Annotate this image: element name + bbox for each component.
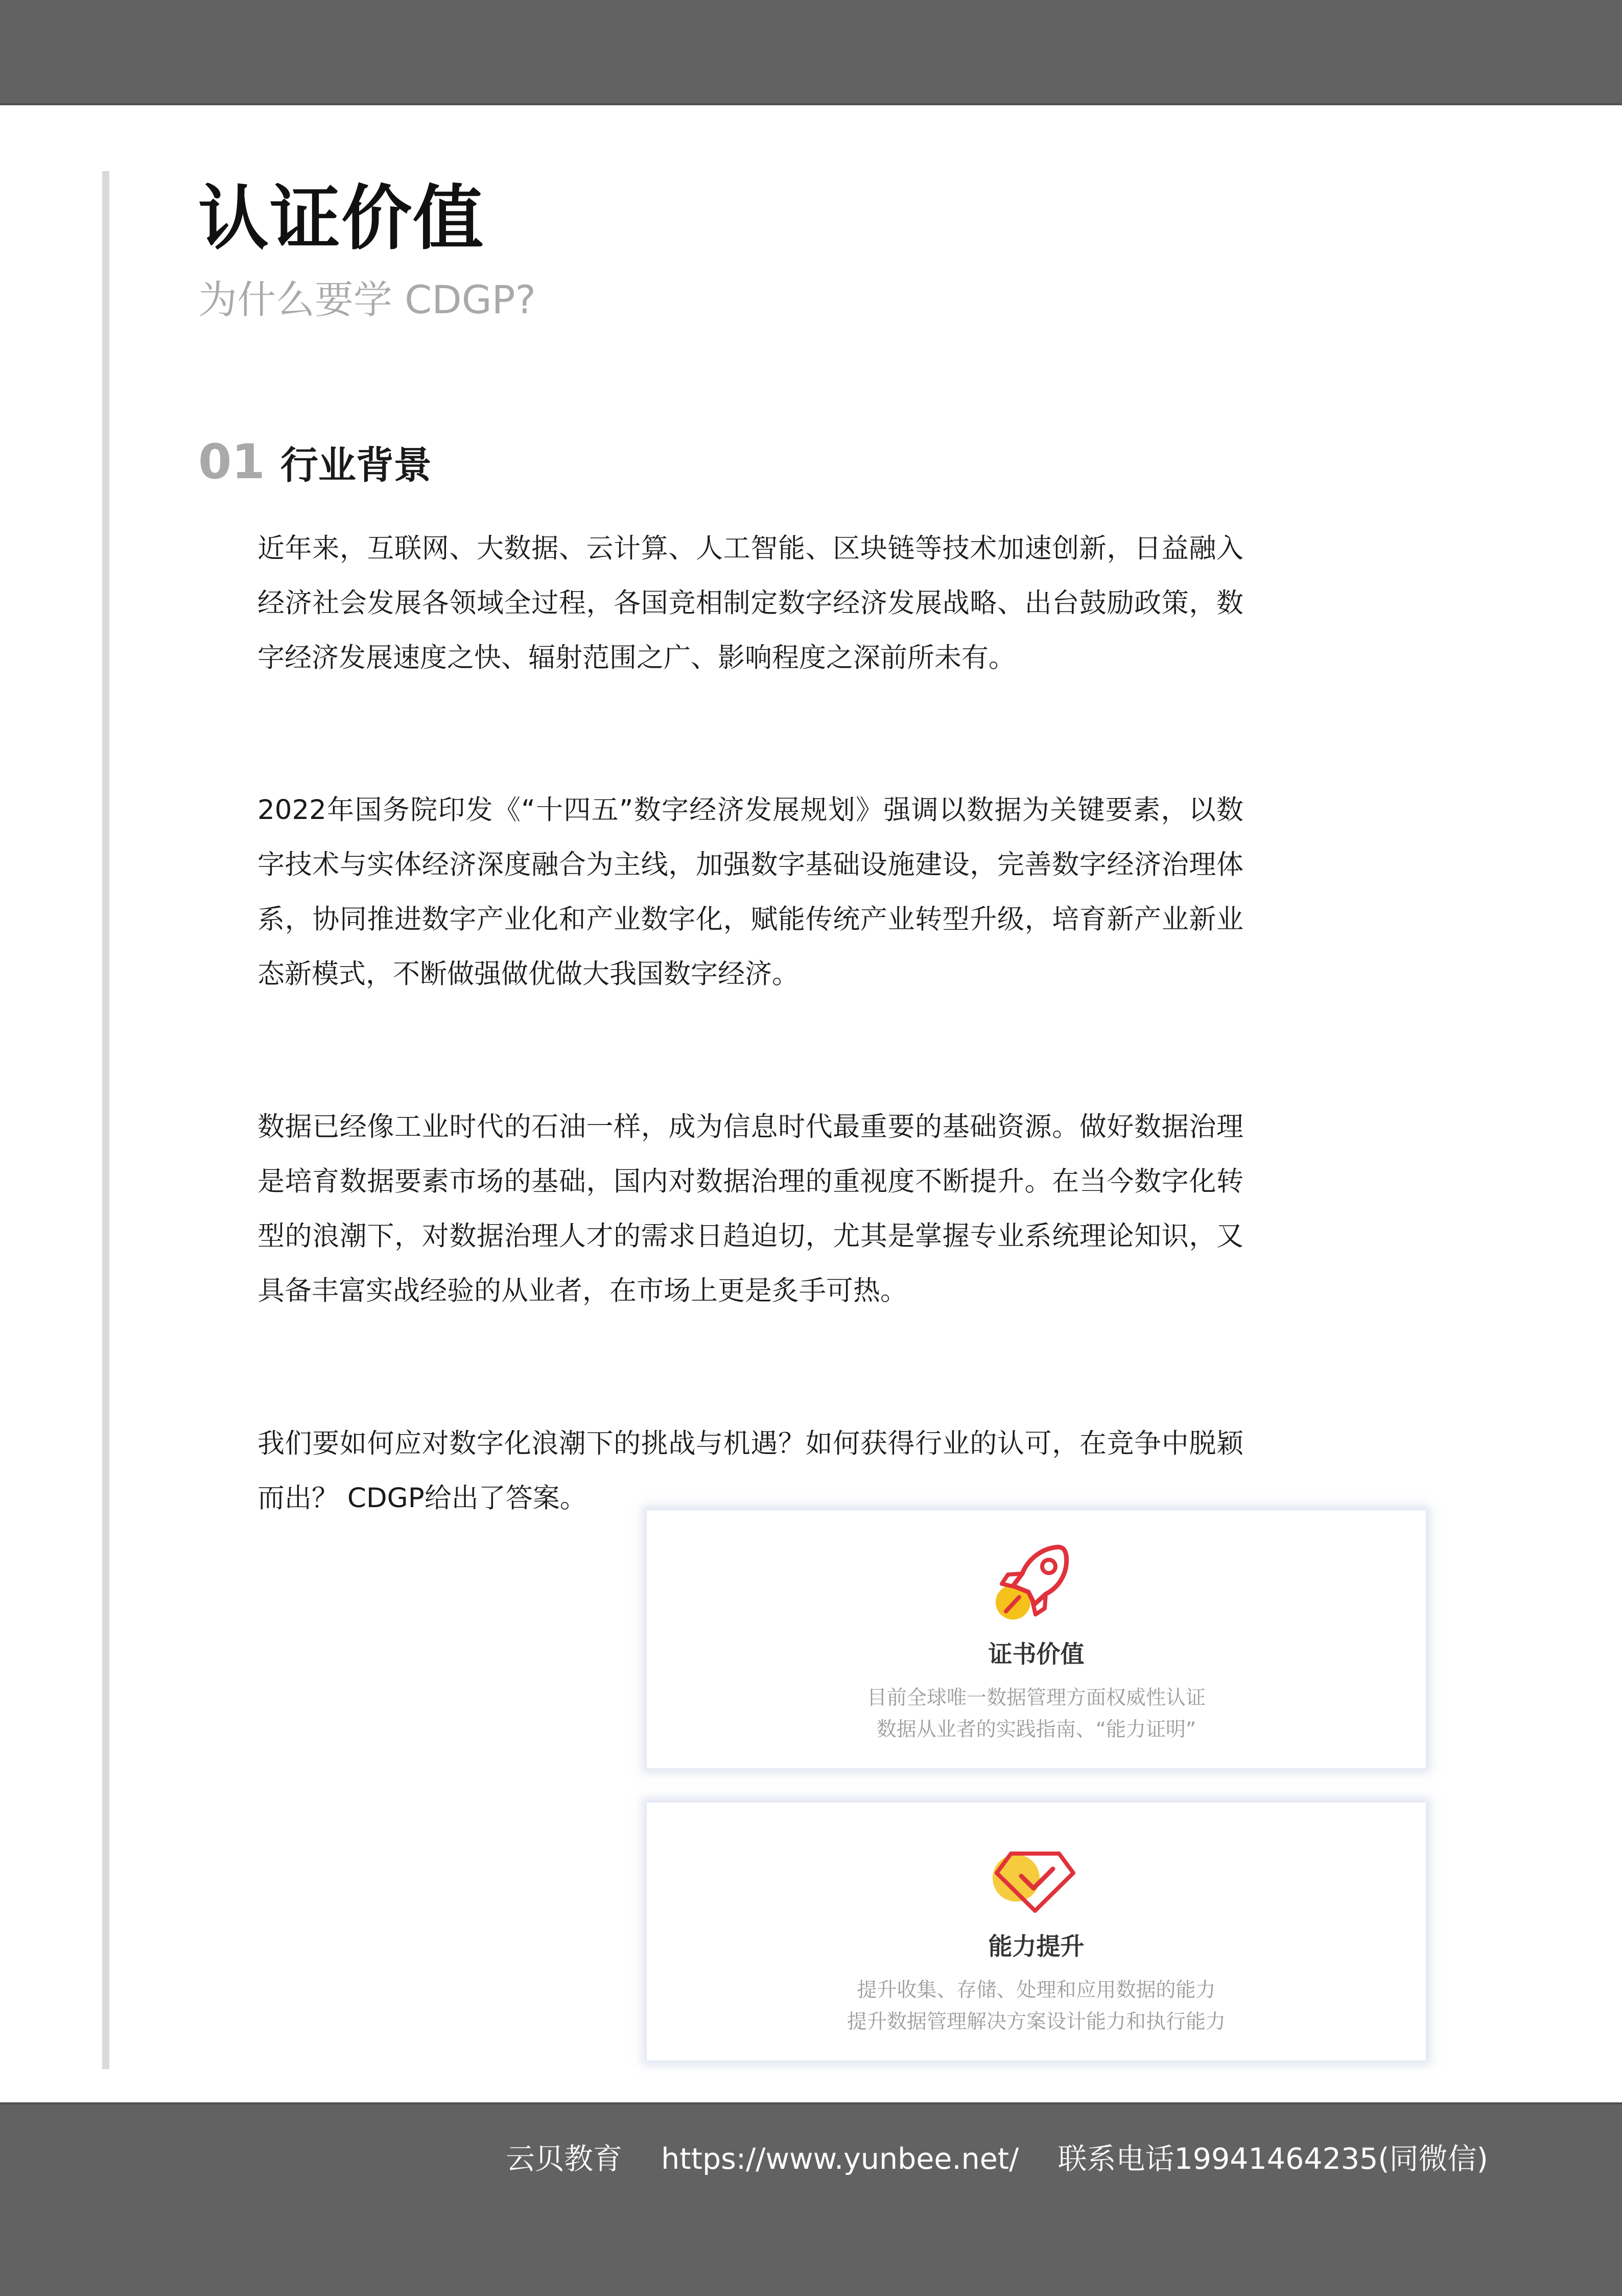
page-subtitle: 为什么要学 CDGP? <box>198 277 536 322</box>
footer <box>506 2136 1488 2177</box>
section-heading <box>198 434 432 490</box>
card-title: 证书价值 <box>988 1641 1085 1669</box>
paragraph-industry-intro: 近年来，互联网、大数据、云计算、人工智能、区块链等技术加速创新，日益融入经济社会发展各领域全过程，各国竞相制定数字经济发展战略、出台鼓励政策，数字经济发展速度之快、辐射范围之广、影响程度之深前所未有。 <box>257 533 1243 673</box>
paragraph-question: 我们要如何应对数字化浪潮下的挑战与机遇？如何获得行业的认可，在竞争中脱颖而出？ CDGP给出了答案。 <box>257 1428 1243 1514</box>
card-description-line: 数据从业者的实践指南、“能力证明” <box>876 1718 1196 1741</box>
left-vertical-rule <box>102 171 109 2069</box>
paragraph-policy: 2022年国务院印发《“十四五”数字经济发展规划》强调以数据为关键要素，以数字技术与实体经济深度融合为主线，加强数字基础设施建设，完善数字经济治理体系，协同推进数字产业化和产业数字化，赋能传统产业转型升级，培育新产业新业态新模式，不断做强做优做大我国数字经济。 <box>257 794 1243 990</box>
bottom-footer-band <box>0 2102 1622 2296</box>
card-description-line: 提升数据管理解决方案设计能力和执行能力 <box>847 2010 1226 2033</box>
section-number: 01 <box>198 434 265 490</box>
paragraph-data-governance: 数据已经像工业时代的石油一样，成为信息时代最重要的基础资源。做好数据治理是培育数据要素市场的基础，国内对数据治理的重视度不断提升。在当今数字化转型的浪潮下，对数据治理人才的需求日趋迫切，尤其是掌握专业系统理论知识，又具备丰富实战经验的从业者，在市场上更是炙手可热。 <box>257 1111 1243 1306</box>
page-title: 认证价值 <box>198 177 485 260</box>
card-title: 能力提升 <box>988 1933 1085 1961</box>
footer-contact: 联系电话19941464235(同微信) <box>1057 2142 1488 2176</box>
card-certificate-value <box>646 1510 1426 1769</box>
card-description-line: 提升收集、存储、处理和应用数据的能力 <box>857 1979 1216 2002</box>
footer-url-link[interactable]: https://www.yunbee.net/ <box>661 2142 1019 2176</box>
rocket-icon <box>981 1537 1089 1629</box>
card-capability-improvement <box>646 1802 1426 2061</box>
top-header-band <box>0 0 1622 105</box>
card-description-line: 目前全球唯一数据管理方面权威性认证 <box>866 1686 1206 1709</box>
footer-brand: 云贝教育 <box>506 2142 622 2176</box>
section-label: 行业背景 <box>280 443 432 487</box>
diamond-check-icon <box>981 1829 1089 1921</box>
